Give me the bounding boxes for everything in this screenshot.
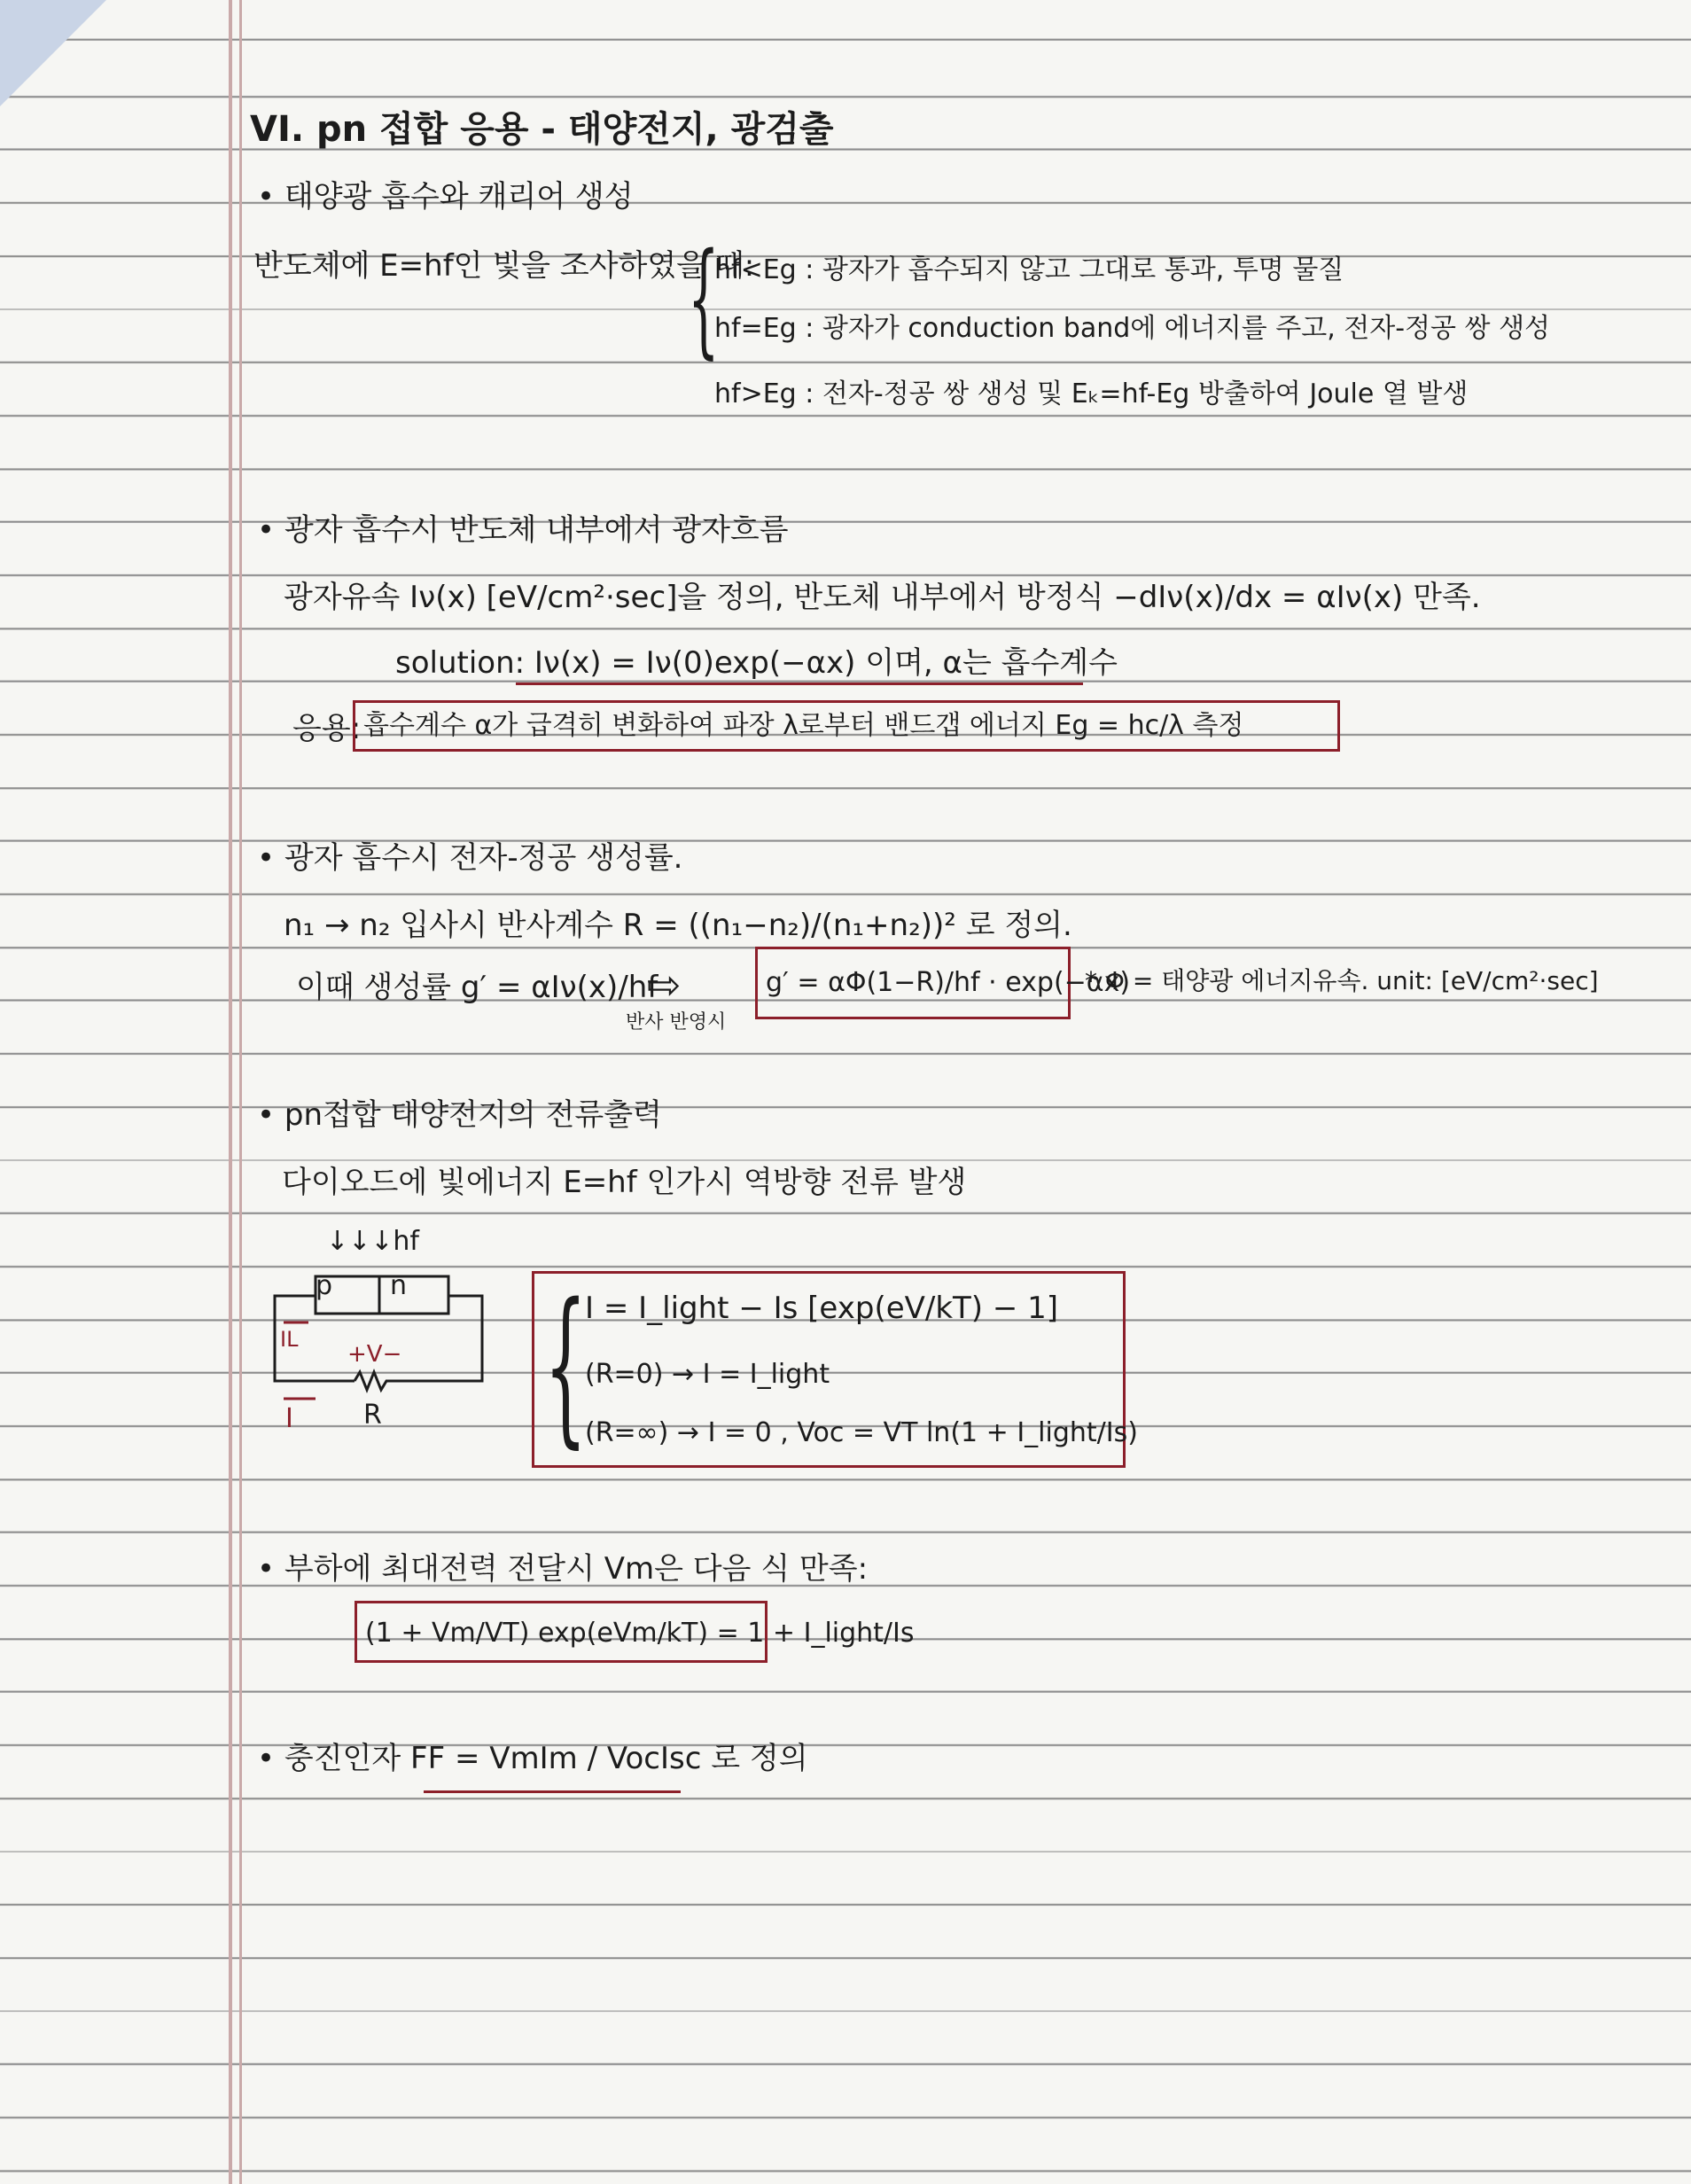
section-4-heading: • pn접합 태양전지의 전류출력: [257, 1097, 662, 1133]
section-5-heading: • 부하에 최대전력 전달시 Vm은 다음 식 만족:: [257, 1551, 869, 1587]
usage-label: 응용:: [292, 711, 362, 746]
light-current-statement: 다이오드에 빛에너지 E=hf 인가시 역방향 전류 발생: [282, 1165, 967, 1200]
section-2-heading: • 광자 흡수시 반도체 내부에서 광자흐름: [257, 512, 789, 548]
p-label: p: [316, 1270, 333, 1301]
case-1: hf<Eg : 광자가 흡수되지 않고 그대로 통과, 투명 물질: [714, 254, 1344, 285]
usage-text: 흡수계수 α가 급격히 변화하여 파장 λ로부터 밴드갭 에너지 Eg = hc/λ 측정: [363, 710, 1244, 741]
max-power-equation: (1 + Vm/VT) exp(eVm/kT) = 1 + I_light/Is: [365, 1618, 915, 1649]
section-1-intro: 반도체에 E=hf인 빛을 조사하였을 때:: [253, 248, 755, 284]
case-2: hf=Eg : 광자가 conduction band에 에너지를 주고, 전자-정공 쌍 생성: [714, 313, 1551, 344]
equation-brace: {: [544, 1268, 588, 1463]
resistor: [355, 1372, 390, 1390]
section-6-heading: • 충진인자 FF = VmIm / VocIsc 로 정의: [257, 1741, 808, 1776]
current-equation: I = I_light − Is [exp(eV/kT) − 1]: [585, 1291, 1059, 1326]
i-label: I: [285, 1403, 293, 1434]
right-wire: [390, 1296, 482, 1381]
case-brace: {: [688, 227, 720, 371]
implies-arrow-icon: ⇨: [647, 961, 682, 1009]
flux-note: * Φ = 태양광 에너지유속. unit: [eV/cm²·sec]: [1085, 966, 1599, 995]
r-label: R: [363, 1400, 382, 1431]
fill-factor-underline: [424, 1790, 681, 1793]
generation-boxed: g′ = αΦ(1−R)/hf · exp(−αx): [766, 967, 1131, 998]
short-circuit-case: (R=0) → I = I_light: [585, 1359, 830, 1390]
pn-junction: [316, 1276, 448, 1314]
solution-underline: [516, 682, 1083, 685]
page-corner: [0, 0, 106, 106]
il-label: IL: [280, 1327, 299, 1352]
reflection-coefficient: n₁ → n₂ 입사시 반사계수 R = ((n₁−n₂)/(n₁+n₂))² 로 정의.: [284, 908, 1072, 943]
flux-solution: solution: Iν(x) = Iν(0)exp(−αx) 이며, α는 흡수계수: [395, 645, 1118, 681]
photon-flux-definition: 광자유속 Iν(x) [eV/cm²·sec]을 정의, 반도체 내부에서 방정식 −dIν(x)/dx = αIν(x) 만족.: [284, 580, 1481, 615]
section-1-heading: • 태양광 흡수와 캐리어 생성: [257, 179, 634, 214]
section-3-heading: • 광자 흡수시 전자-정공 생성률.: [257, 840, 683, 876]
n-label: n: [390, 1270, 408, 1301]
light-arrows: ↓↓↓hf: [326, 1226, 419, 1257]
generation-rate: 이때 생성률 g′ = αIν(x)/hf: [296, 970, 658, 1005]
case-3: hf>Eg : 전자-정공 쌍 생성 및 Eₖ=hf-Eg 방출하여 Joule 열 발생: [714, 378, 1469, 410]
arrow-note: 반사 반영시: [626, 1011, 727, 1034]
open-circuit-case: (R=∞) → I = 0 , Voc = VT ln(1 + I_light/Is): [585, 1417, 1138, 1448]
page-title: VI. pn 접합 응용 - 태양전지, 광검출: [250, 109, 834, 150]
voltage-polarity: +V−: [347, 1341, 402, 1368]
